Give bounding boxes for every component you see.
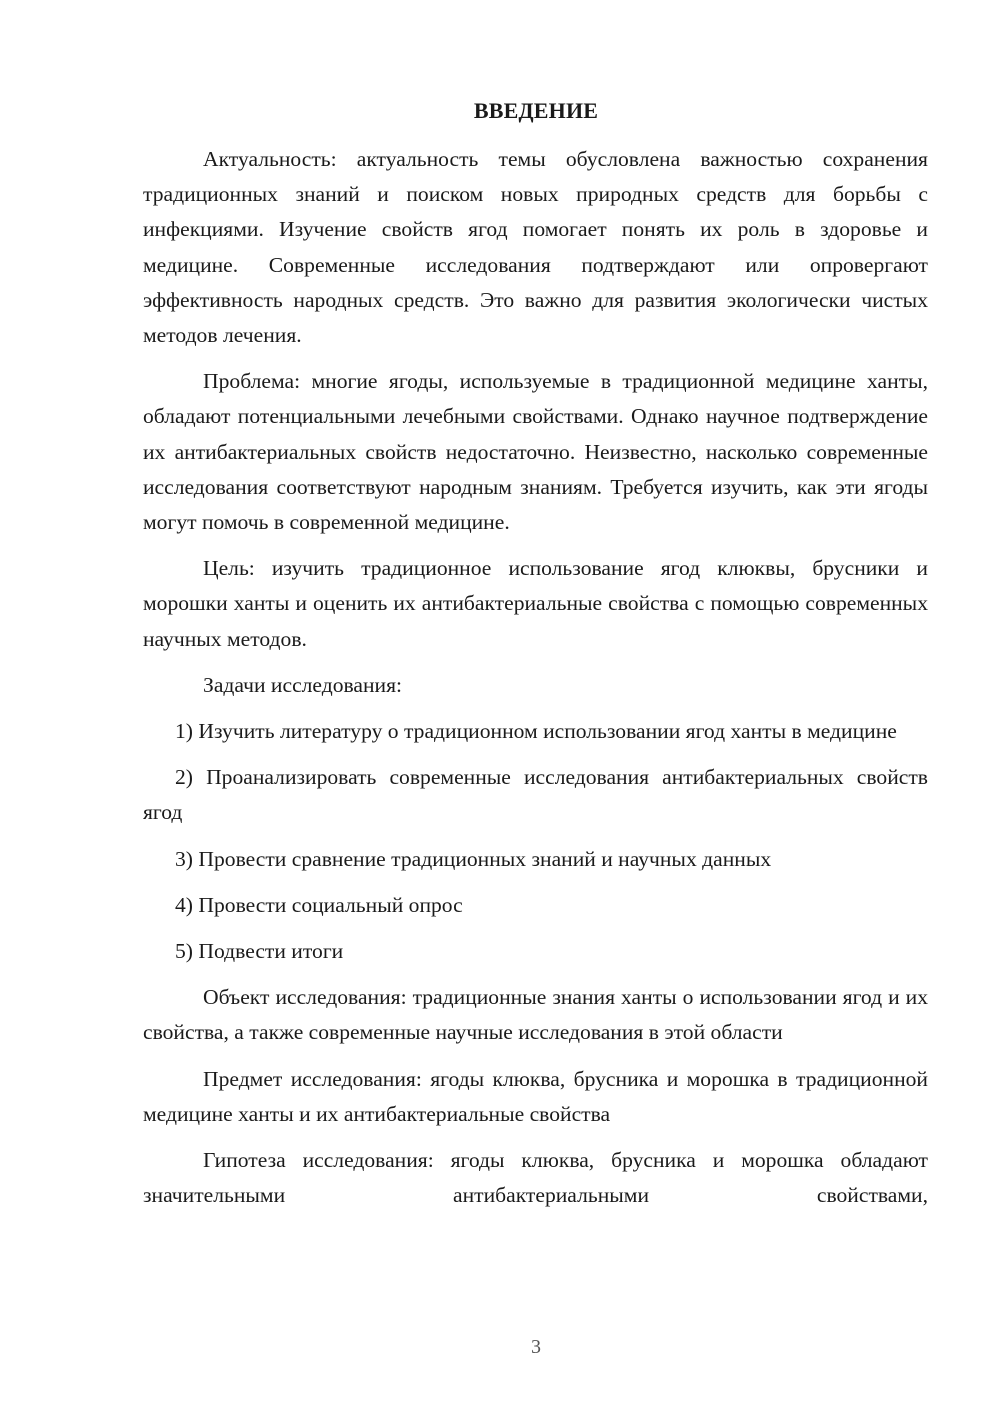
task-item-1: 1) Изучить литературу о традиционном использовании ягод ханты в медицине xyxy=(175,719,897,744)
paragraph-subject: Предмет исследования: ягоды клюква, брусника и морошка в традиционной медицине ханты и их антибактериальные свойства xyxy=(143,1066,928,1126)
page-number: 3 xyxy=(531,1336,541,1358)
task-item-4: 4) Провести социальный опрос xyxy=(175,892,463,917)
tasks-heading: Задачи исследования: xyxy=(203,672,403,697)
task-item-3: 3) Провести сравнение традиционных знаний и научных данных xyxy=(175,846,772,871)
paragraph-object: Объект исследования: традиционные знания ханты о использовании ягод и их свойства, а также современные научные исследования в этой области xyxy=(143,985,928,1045)
document-body xyxy=(143,142,928,1224)
task-item-5: 5) Подвести итоги xyxy=(175,939,344,964)
section-heading: ВВЕДЕНИЕ xyxy=(473,98,599,123)
paragraph-goal: Цель: изучить традиционное использование ягод клюквы, брусники и морошки ханты и оценить их антибактериальные свойства с помощью современных научных методов. xyxy=(143,556,928,651)
paragraph-hypothesis: Гипотеза исследования: ягоды клюква, брусника и морошка обладают значительными антибактериальными свойствами, xyxy=(143,1148,928,1208)
paragraph-problem: Проблема: многие ягоды, используемые в традиционной медицине ханты, обладают потенциальными лечебными свойствами. Однако научное подтверждение их антибактериальных свойств недостаточно. Неизвестно, насколько современные исследования соответствуют народным знаниям. Требуется изучить, как эти ягоды могут помочь в современной медицине. xyxy=(143,369,928,535)
task-item-2: 2) Проанализировать современные исследования антибактериальных свойств ягод xyxy=(143,765,928,825)
paragraph-relevance: Актуальность: актуальность темы обусловлена важностью сохранения традиционных знаний и поиском новых природных средств для борьбы с инфекциями. Изучение свойств ягод помогает понять их роль в здоровье и медицине. Современные исследования подтверждают или опровергают эффективность народных средств. Это важно для развития экологически чистых методов лечения. xyxy=(143,147,928,348)
